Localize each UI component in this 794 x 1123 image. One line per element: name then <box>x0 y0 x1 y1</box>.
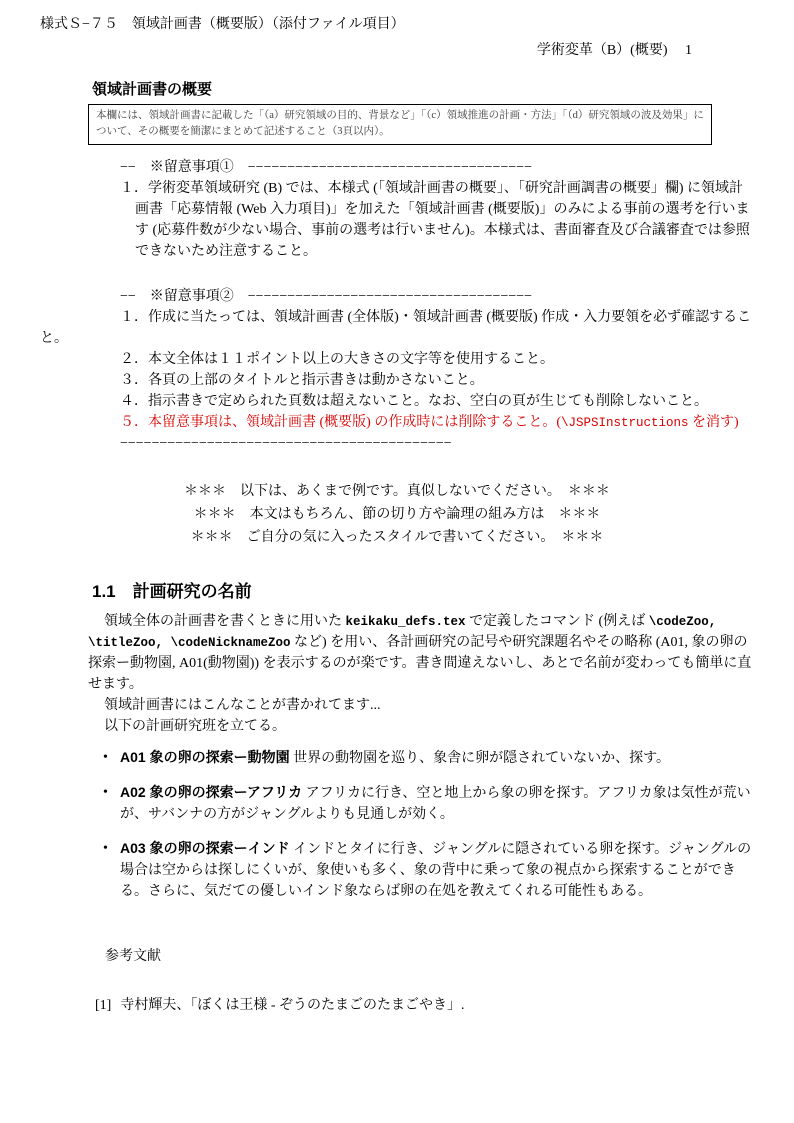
running-head: 学術変革（B）(概要) 1 <box>536 43 692 58</box>
body-paragraph-1 <box>88 611 756 695</box>
list-item-body <box>120 751 670 766</box>
group-text: インドとタイに行き、ジャングルに隠されている卵を探す。ジャングルの場合は空からは探しにくいが、象使いも多く、象の背中に乗って象の視点から探索することができる。さらに、気だての優しいインド象ならば卵の在処を教えてくれる可能性もある。 <box>120 842 752 900</box>
notice2-item-2: ２．本文全体は１１ポイント以上の大きさの文字等を使用すること。 <box>120 352 554 368</box>
example-note-line-2: ＊＊＊ 本文はもちろん、節の切り方や論理の組み方は ＊＊＊ <box>193 507 601 523</box>
notice2-item-5-text: ５．本留意事項は、領域計画書 (概要版) の作成時には削除すること。( <box>120 415 561 431</box>
latex-commands-zoo: \codeZoo, \titleZoo, \codeNicknameZoo <box>88 615 717 651</box>
bullet-icon: • <box>103 785 108 801</box>
reference-item <box>95 995 754 1016</box>
para1-text-2: で定義したコマンド (例えば <box>465 614 649 630</box>
body-paragraph-3: 以下の計画研究班を立てる。 <box>104 719 286 735</box>
list-item-body <box>120 842 751 899</box>
group-label: A03 象の卵の探索ーインド <box>120 840 290 857</box>
list-item-a01 <box>40 747 754 769</box>
bullet-icon: • <box>103 841 108 857</box>
instruction-box <box>88 104 712 146</box>
latex-command-jspsinstructions: \JSPSInstructions <box>561 416 689 431</box>
list-item-a03 <box>40 838 754 902</box>
reference-text: 寺村輝夫、「ぼくは王様 - ぞうのたまごのたまごやき」. <box>120 998 465 1014</box>
notice2-rule: −− ※留意事項② −−−−−−−−−−−−−−−−−−−−−−−−−−−−−−−−−−−− <box>120 289 533 305</box>
notice2-item-4: ４．指示書きで定められた頁数は超えないこと。なお、空白の頁が生じても削除しないこと。 <box>120 394 708 410</box>
notice2-item-5 <box>40 412 754 433</box>
group-label: A02 象の卵の探索ーアフリカ <box>120 784 303 801</box>
filename-keikaku-defs-tex: keikaku_defs.tex <box>345 615 466 630</box>
research-groups-list <box>40 747 754 902</box>
references-heading: 参考文献 <box>105 949 161 965</box>
group-text: アフリカに行き、空と地上から象の卵を探す。アフリカ象は気性が荒いが、サバンナの方がジャングルよりも見通しが効く。 <box>120 786 751 823</box>
form-code: 様式Ｓ−７５ 領域計画書（概要版）（添付ファイル項目） <box>40 17 405 32</box>
notice2-item-1: １．作成に当たっては、領域計画書 (全体版)・領域計画書 (概要版) 作成・入力要領を必ず確認すること。 <box>40 310 752 347</box>
list-item-body <box>120 786 751 822</box>
notice1-item-1: １．学術変革領域研究 (B) では、本様式 (「領域計画書の概要」、「研究計画調書の概要」欄) に領域計画書「応募情報 (Web 入力項目)」を加えた「領域計画書 (概要版)」のみによる事前の選考を行います (応募件数が少ない場合、事前の選考は行いません)。本様式は、書面審査及び合議審査では参照できないため注意すること。 <box>120 181 750 260</box>
para1-text-3: など) を用い、各計画研究の記号や研究課題名やその略称 (A01, 象の卵の探索ー動物園, A01(動物園)) を表示するのが楽です。書き間違えないし、あとで名前が変わっても簡単に直せます。 <box>88 635 752 693</box>
notice2-item-3: ３．各頁の上部のタイトルと指示書きは動かさないこと。 <box>120 373 484 389</box>
reference-label: [1] <box>95 998 112 1014</box>
notice2-item-5-tail: を消す) <box>688 415 739 431</box>
list-item-a02 <box>40 782 754 825</box>
example-note <box>40 480 754 549</box>
para1-text-1: 領域全体の計画書を書くときに用いた <box>104 614 346 630</box>
instruction-box-text: 本欄には、領域計画書に記載した「（a）研究領域の目的、背景など」「（c）領域推進の計画・方法」「（d）研究領域の波及効果」について、その概要を簡潔にまとめて記述すること（3頁以内）。 <box>96 109 704 137</box>
section-heading: 1.1 計画研究の名前 <box>92 582 252 602</box>
bullet-icon: • <box>103 750 108 766</box>
overview-heading: 領域計画書の概要 <box>92 81 213 98</box>
example-note-line-1: ＊＊＊ 以下は、あくまで例です。真似しないでください。 ＊＊＊ <box>184 484 610 500</box>
example-note-line-3: ＊＊＊ ご自分の気に入ったスタイルで書いてください。 ＊＊＊ <box>190 530 604 546</box>
notice1-rule: −− ※留意事項① −−−−−−−−−−−−−−−−−−−−−−−−−−−−−−−−−−−− <box>120 160 533 176</box>
group-text: 世界の動物園を巡り、象舎に卵が隠されていないか、探す。 <box>289 751 670 767</box>
document-header <box>40 14 754 61</box>
group-label: A01 象の卵の探索ー動物園 <box>120 749 290 766</box>
body-paragraph-2: 領域計画書にはこんなことが書かれてます... <box>104 698 381 714</box>
closing-rule: −−−−−−−−−−−−−−−−−−−−−−−−−−−−−−−−−−−−−−−−−− <box>120 436 452 452</box>
